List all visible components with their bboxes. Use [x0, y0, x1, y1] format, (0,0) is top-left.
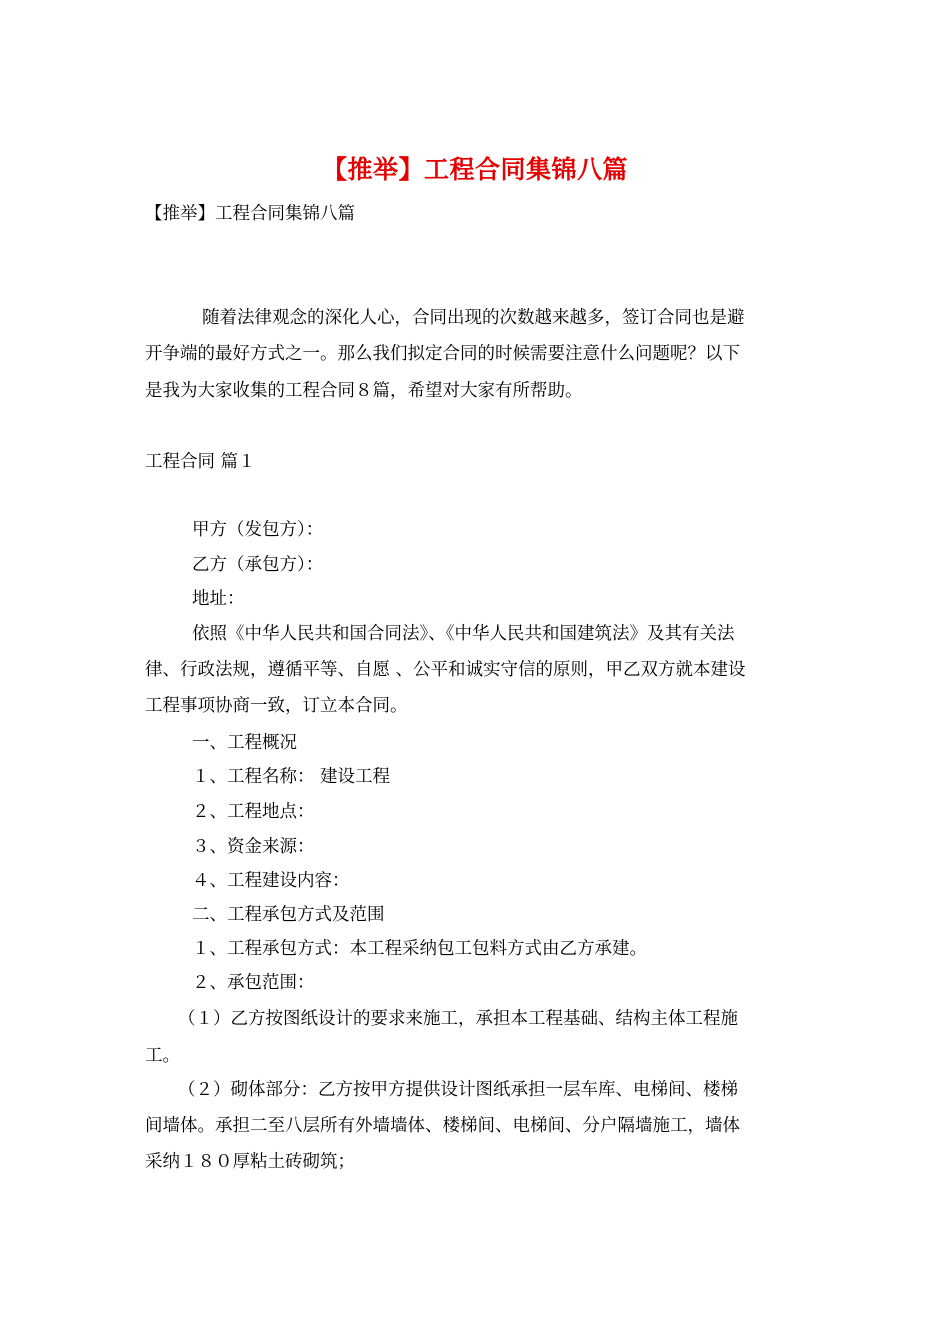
intro-line-2: 开争端的最好方式之一。那么我们拟定合同的时候需要注意什么问题呢？以下 [145, 344, 740, 364]
body-paragraph-line: 工程事项协商一致，订立本合同。 [145, 696, 408, 716]
section-heading: 工程合同 篇１ [145, 452, 256, 472]
clause-item: １、工程承包方式：本工程采纳包工包料方式由乙方承建。 [192, 939, 647, 959]
clause-item: ２、承包范围： [192, 973, 315, 993]
clause-item: １、工程名称： 建设工程 [192, 767, 391, 787]
clause-subitem-continued: 工。 [145, 1046, 180, 1066]
clause-subitem-continued: 采纳１８０厚粘土砖砌筑； [145, 1152, 355, 1172]
body-paragraph-line: 律、行政法规，遵循平等、自愿 、公平和诚实守信的原则，甲乙双方就本建设 [145, 660, 746, 680]
clause-subitem: （２）砌体部分：乙方按甲方提供设计图纸承担一层车库、电梯间、楼梯 [178, 1080, 738, 1100]
clause-item: ３、资金来源： [192, 837, 315, 857]
intro-line-1: 随着法律观念的深化人心，合同出现的次数越来越多，签订合同也是避 [202, 308, 745, 328]
party-a-line: 甲方（发包方）： [192, 520, 324, 540]
clause-heading: 一、工程概况 [192, 733, 297, 753]
document-title: 【推举】工程合同集锦八篇 [321, 155, 628, 184]
document-subtitle: 【推举】工程合同集锦八篇 [145, 204, 355, 224]
address-line: 地址： [192, 589, 245, 609]
intro-line-3: 是我为大家收集的工程合同８篇，希望对大家有所帮助。 [145, 381, 583, 401]
body-paragraph-line: 依照《中华人民共和国合同法》、《中华人民共和国建筑法》及其有关法 [192, 624, 735, 644]
party-b-line: 乙方（承包方）： [192, 555, 324, 575]
clause-item: ４、工程建设内容： [192, 871, 350, 891]
clause-subitem: （１）乙方按图纸设计的要求来施工，承担本工程基础、结构主体工程施 [178, 1009, 738, 1029]
clause-subitem-continued: 间墙体。承担二至八层所有外墙墙体、楼梯间、电梯间、分户隔墙施工，墙体 [145, 1116, 740, 1136]
clause-heading: 二、工程承包方式及范围 [192, 905, 385, 925]
clause-item: ２、工程地点： [192, 802, 315, 822]
